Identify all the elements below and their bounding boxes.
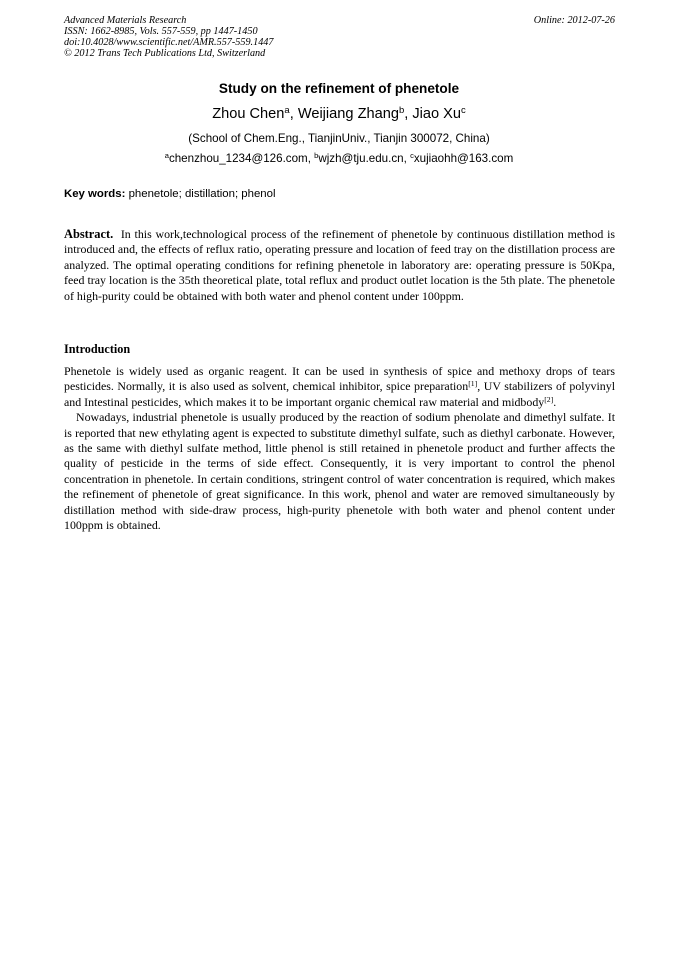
paragraph-text: . bbox=[553, 394, 557, 409]
copyright-line: © 2012 Trans Tech Publications Ltd, Switzerland bbox=[64, 48, 266, 59]
paragraph-text: , UV stabilizers of polyvinyl and Intestinal pesticides, which makes it to be important organic chemical raw material and midbody bbox=[64, 379, 615, 409]
author-mark: c bbox=[461, 104, 466, 116]
email-mark: c bbox=[410, 150, 414, 160]
abstract-text: In this work,technological process of the refinement of phenetole by continuous distillation method is introduced and, the effects of reflux ratio, operating pressure and location of feed tray on the distillation process are analyzed. The optimal operating conditions for refining phenetole in laboratory are: operating pressure is 50Kpa, feed tray location is the 35th theoretical plate, total reflux and product outlet location is the 5th plate. The phenetole of high-purity could be obtained with both water and phenol content under 100ppm. bbox=[64, 227, 615, 303]
email-mark: b bbox=[314, 150, 319, 160]
citation: [1] bbox=[468, 379, 478, 389]
author-mark: a bbox=[284, 104, 290, 116]
keywords-label: Key words: bbox=[64, 188, 126, 200]
citation: [2] bbox=[544, 394, 554, 404]
affiliation: (School of Chem.Eng., TianjinUniv., Tianjin 300072, China) bbox=[188, 132, 490, 145]
keywords bbox=[64, 187, 615, 202]
author-list: Zhou Chen$^a$, Weijiang Zhang$^b$, Jiao Xu$^c$ bbox=[212, 104, 466, 122]
abstract bbox=[64, 227, 615, 304]
intro-paragraph-2: Nowadays, industrial phenetole is usually produced by the reaction of sodium phenolate and dimethyl sulfate. It is reported that new ethylating agent is expected to substitute dimethyl sulfate, such as diethyl carbonate. However, as the same with diethyl sulfate method, little phenol is still retained in phenetole product and further affects the quality of pesticide in the terms of side effect. Consequently, it is very important to control the phenol concentration in phenetole. In certain conditions, stringent control of water concentration is required, which makes the refinement of phenetole of great significance. In this work, phenol and water are removed simultaneously by distillation method with side-draw process, high-purity phenetole with both water and phenol content under 100ppm is obtained. bbox=[64, 410, 615, 533]
online-date: Online: 2012-07-26 bbox=[533, 15, 615, 26]
email-list: $^a$chenzhou_1234@126.com, $^b$wjzh@tju.edu.cn, $^c$xujiaohh@163.com bbox=[164, 150, 514, 165]
email-address: wjzh@tju.edu.cn bbox=[318, 152, 404, 165]
journal-name: Advanced Materials Research bbox=[64, 15, 187, 26]
author-name: Weijiang Zhang bbox=[297, 106, 399, 122]
issn-line: ISSN: 1662-8985, Vols. 557-559, pp 1447-1450 bbox=[64, 26, 258, 37]
email-mark: a bbox=[164, 150, 169, 160]
email-address: chenzhou_1234@126.com bbox=[168, 152, 308, 165]
author-mark: b bbox=[398, 104, 405, 116]
paragraph-text: Phenetole is widely used as organic reagent. It can be used in synthesis of spice and methoxy drops of tears pesticides. Normally, it is also used as solvent, chemical inhibitor, spice preparation bbox=[64, 364, 615, 394]
introduction-heading: Introduction bbox=[64, 342, 131, 356]
author-name: Jiao Xu bbox=[412, 106, 462, 122]
intro-paragraph-1 bbox=[64, 364, 615, 410]
doi-line: doi:10.4028/www.scientific.net/AMR.557-559.1447 bbox=[64, 37, 274, 48]
journal-header bbox=[64, 15, 615, 59]
abstract-label: Abstract. bbox=[64, 227, 114, 241]
author-name: Zhou Chen bbox=[212, 106, 285, 122]
email-address: xujiaohh@163.com bbox=[413, 152, 514, 165]
paper-title: Study on the refinement of phenetole bbox=[218, 81, 460, 96]
keywords-text: phenetole; distillation; phenol bbox=[128, 188, 276, 200]
introduction-body bbox=[64, 364, 615, 533]
